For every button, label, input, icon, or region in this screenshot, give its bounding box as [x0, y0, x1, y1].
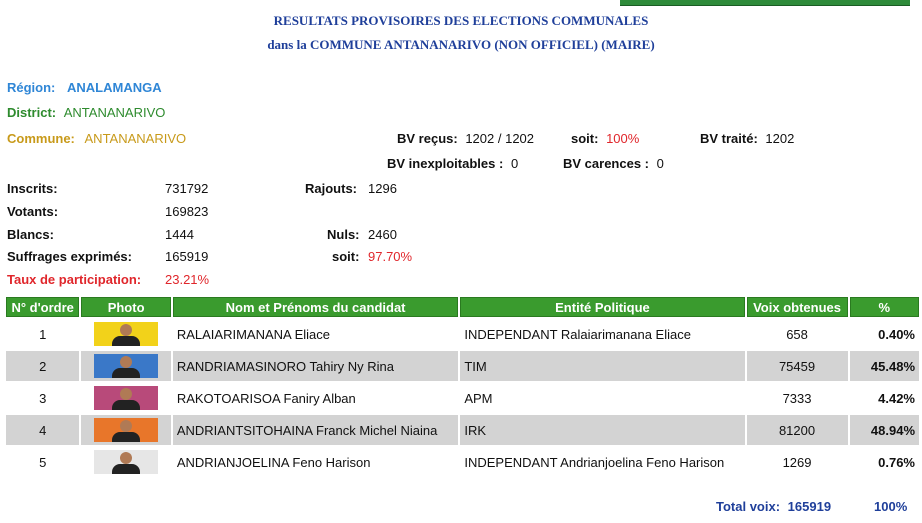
rajouts-label: Rajouts:: [305, 181, 357, 196]
candidate-photo: [94, 354, 158, 378]
candidate-votes: 75459: [747, 351, 848, 381]
candidate-number: 3: [39, 390, 47, 406]
candidate-name: ANDRIANTSITOHAINA Franck Michel Niaina: [173, 415, 459, 445]
total-value: 165919: [787, 499, 832, 514]
candidate-name: RANDRIAMASINORO Tahiry Ny Rina: [173, 351, 459, 381]
district-value: ANTANANARIVO: [63, 105, 166, 120]
site-logo-strip: [620, 0, 910, 6]
total-pct: 100%: [874, 499, 908, 514]
bv-soit: [571, 131, 639, 146]
candidate-photo-cell: [81, 351, 170, 381]
nuls-value: 2460: [368, 227, 397, 242]
taux-value: 23.21%: [165, 272, 210, 287]
candidate-name: ANDRIANJOELINA Feno Harison: [176, 454, 371, 470]
candidate-number: 5: [39, 454, 47, 470]
region-row: [7, 80, 162, 95]
col-header-num: N° d'ordre: [6, 297, 79, 317]
candidate-photo: [94, 450, 158, 474]
col-header-entity: Entité Politique: [460, 297, 744, 317]
table-row: [6, 351, 919, 381]
district-label: District:: [7, 105, 57, 120]
candidate-votes: 1269: [782, 454, 812, 470]
suffrages-value: 165919: [165, 249, 209, 264]
bv-soit-value: 100%: [606, 131, 640, 146]
bv-recus-label: BV reçus:: [397, 131, 458, 146]
votants-label: Votants:: [7, 204, 59, 219]
candidate-pct: 48.94%: [850, 415, 919, 445]
bv-inexploitables-value: 0: [510, 156, 519, 171]
total-votes: [716, 499, 831, 514]
table-header-row: [6, 297, 919, 317]
rajouts-value: 1296: [368, 181, 397, 196]
candidate-pct: 0.76%: [878, 454, 915, 470]
commune-row: [7, 131, 186, 146]
candidate-entity: INDEPENDANT Ralaiarimanana Eliace: [464, 326, 691, 342]
suffrages-label: Suffrages exprimés:: [7, 249, 132, 264]
bv-traite-value: 1202: [765, 131, 795, 146]
candidate-entity: IRK: [460, 415, 744, 445]
col-header-pct: %: [850, 297, 919, 317]
table-row: [6, 415, 919, 445]
candidate-pct: 0.40%: [878, 326, 915, 342]
candidate-entity: TIM: [460, 351, 744, 381]
candidate-photo-cell: [81, 319, 170, 349]
votants-value: 169823: [165, 204, 209, 219]
commune-label: Commune:: [7, 131, 75, 146]
commune-value: ANTANANARIVO: [84, 131, 187, 146]
page-subtitle: dans la COMMUNE ANTANANARIVO (NON OFFICIEL) (MAIRE): [267, 37, 655, 52]
inscrits-label: Inscrits:: [7, 181, 58, 196]
taux-label: Taux de participation:: [7, 272, 142, 287]
candidate-number: 4: [6, 415, 79, 445]
table-row: [6, 447, 919, 477]
candidate-number: 1: [39, 326, 47, 342]
bv-inexploitables-label: BV inexploitables :: [387, 156, 504, 171]
bv-soit-label: soit:: [571, 131, 599, 146]
candidate-votes: 7333: [782, 390, 812, 406]
col-header-name: Nom et Prénoms du candidat: [173, 297, 459, 317]
candidate-name: RAKOTOARISOA Faniry Alban: [176, 390, 356, 406]
region-label: Région:: [7, 80, 56, 95]
candidate-photo: [94, 418, 158, 442]
total-label: Total voix:: [716, 499, 781, 514]
table-row: [6, 383, 919, 413]
candidate-votes: 658: [786, 326, 808, 342]
inscrits-value: 731792: [165, 181, 209, 196]
col-header-votes: Voix obtenues: [747, 297, 848, 317]
bv-traite-label: BV traité:: [700, 131, 758, 146]
candidate-photo-cell: [81, 447, 170, 477]
bv-carences-label: BV carences :: [563, 156, 649, 171]
bv-carences: [563, 156, 664, 171]
suffrages-soit-label: soit:: [332, 249, 360, 264]
candidate-pct: 4.42%: [878, 390, 915, 406]
candidate-votes: 81200: [747, 415, 848, 445]
page-title: RESULTATS PROVISOIRES DES ELECTIONS COMMUNALES: [273, 13, 649, 28]
district-row: [7, 105, 165, 120]
bv-carences-value: 0: [656, 156, 664, 171]
table-row: [6, 319, 919, 349]
candidate-photo: [94, 322, 158, 346]
blancs-label: Blancs:: [7, 227, 54, 242]
bv-recus-value: 1202 / 1202: [465, 131, 535, 146]
blancs-value: 1444: [165, 227, 194, 242]
candidate-photo-cell: [81, 415, 170, 445]
col-header-photo: Photo: [81, 297, 170, 317]
candidate-photo: [94, 386, 158, 410]
candidate-entity: INDEPENDANT Andrianjoelina Feno Harison: [464, 454, 725, 470]
candidate-number: 2: [6, 351, 79, 381]
candidate-photo-cell: [81, 383, 170, 413]
results-table: [4, 295, 921, 479]
nuls-label: Nuls:: [327, 227, 360, 242]
candidate-entity: APM: [464, 390, 493, 406]
suffrages-soit-value: 97.70%: [368, 249, 413, 264]
bv-inexploitables: [387, 156, 518, 171]
candidate-pct: 45.48%: [850, 351, 919, 381]
region-value: ANALAMANGA: [67, 80, 162, 95]
bv-traite: [700, 131, 794, 146]
bv-recus: [397, 131, 534, 146]
candidate-name: RALAIARIMANANA Eliace: [176, 326, 330, 342]
